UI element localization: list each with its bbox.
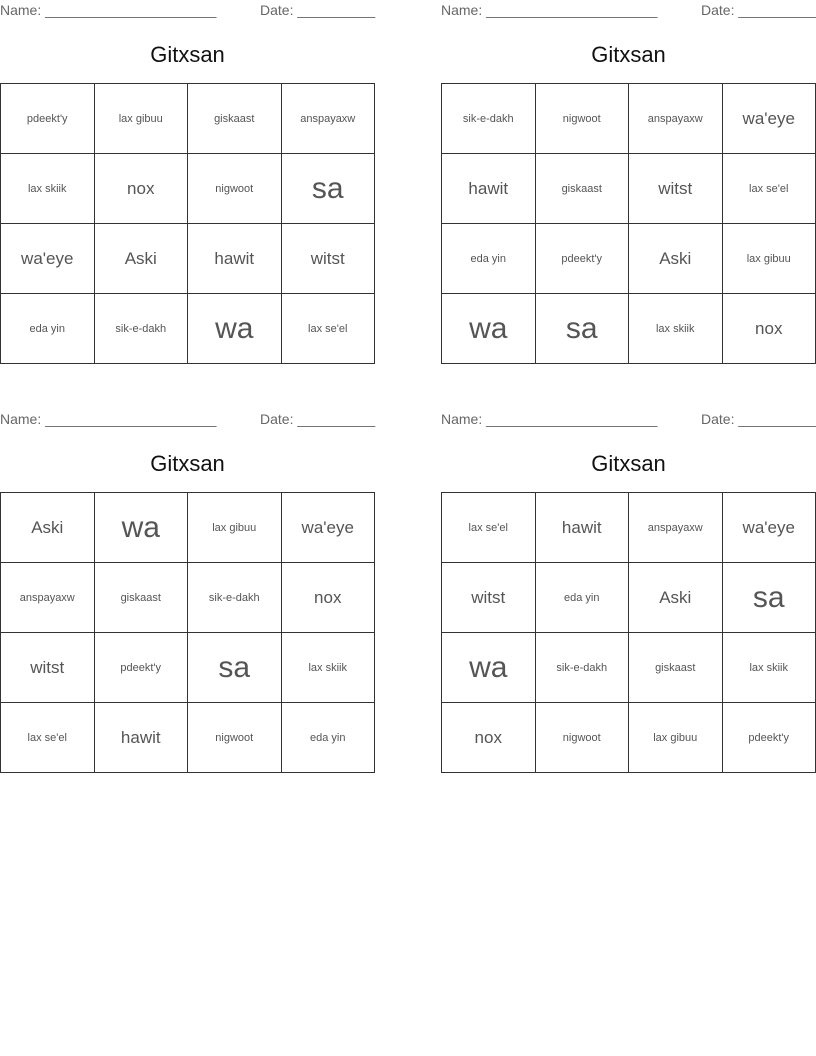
grid-cell: wa [442,633,536,703]
grid-cell: lax skiik [1,154,95,224]
grid-row [1,633,375,703]
grid-cell: lax skiik [281,633,375,703]
grid-cell: sa [281,154,375,224]
card-title: Gitxsan [150,42,225,67]
grid-row [442,154,816,224]
date-field-line: Date: __________ [701,411,816,427]
grid-cell: wa [442,294,536,364]
grid-cell: sik-e-dakh [188,563,282,633]
grid-row [1,703,375,773]
grid-cell: witst [629,154,723,224]
grid-cell: nox [722,294,816,364]
grid-row [442,84,816,154]
bingo-grid [0,492,375,773]
grid-cell: lax gibuu [94,84,188,154]
grid-cell: witst [1,633,95,703]
grid-row [1,493,375,563]
grid-cell: wa'eye [1,224,95,294]
grid-cell: giskaast [94,563,188,633]
name-field-line: Name: ______________________ [441,2,658,18]
name-field-line: Name: ______________________ [0,411,217,427]
grid-cell: anspayaxw [1,563,95,633]
grid-cell: Aski [94,224,188,294]
grid-row [442,633,816,703]
grid-cell: nigwoot [188,703,282,773]
name-field-line: Name: ______________________ [441,411,658,427]
date-field-line: Date: __________ [260,411,376,427]
grid-cell: anspayaxw [629,84,723,154]
grid-cell: eda yin [1,294,95,364]
grid-cell: pdeekt'y [535,224,629,294]
grid-cell: lax skiik [722,633,816,703]
card-header [441,2,816,20]
grid-row [1,563,375,633]
grid-row [442,294,816,364]
grid-cell: wa'eye [281,493,375,563]
grid-cell: Aski [629,224,723,294]
grid-cell: nigwoot [188,154,282,224]
grid-cell: sa [535,294,629,364]
grid-row [1,84,375,154]
grid-cell: sik-e-dakh [535,633,629,703]
grid-cell: eda yin [281,703,375,773]
date-field-line: Date: __________ [701,2,816,18]
bingo-grid [441,83,816,364]
grid-cell: lax se'el [442,493,536,563]
card-title: Gitxsan [591,42,666,67]
grid-cell: sik-e-dakh [442,84,536,154]
grid-cell: nox [442,703,536,773]
grid-row [442,224,816,294]
bingo-grid [0,83,375,364]
grid-row [1,294,375,364]
card-title: Gitxsan [591,451,666,476]
grid-cell: wa'eye [722,493,816,563]
grid-cell: nox [281,563,375,633]
grid-cell: lax se'el [1,703,95,773]
grid-row [442,563,816,633]
grid-cell: wa [94,493,188,563]
grid-cell: eda yin [442,224,536,294]
grid-row [442,703,816,773]
grid-cell: Aski [1,493,95,563]
grid-cell: eda yin [535,563,629,633]
grid-cell: nigwoot [535,84,629,154]
date-field-line: Date: __________ [260,2,376,18]
card-title: Gitxsan [150,451,225,476]
grid-cell: giskaast [535,154,629,224]
bingo-grid [441,492,816,773]
grid-cell: anspayaxw [281,84,375,154]
card-header [0,411,375,429]
grid-cell: lax gibuu [629,703,723,773]
grid-cell: hawit [94,703,188,773]
grid-cell: anspayaxw [629,493,723,563]
grid-row [442,493,816,563]
grid-cell: nigwoot [535,703,629,773]
grid-cell: lax se'el [722,154,816,224]
grid-cell: witst [442,563,536,633]
grid-cell: giskaast [188,84,282,154]
grid-cell: sa [722,563,816,633]
grid-cell: nox [94,154,188,224]
grid-cell: lax gibuu [722,224,816,294]
name-field-line: Name: ______________________ [0,2,217,18]
grid-cell: pdeekt'y [94,633,188,703]
grid-cell: sa [188,633,282,703]
grid-cell: pdeekt'y [722,703,816,773]
grid-cell: giskaast [629,633,723,703]
grid-row [1,224,375,294]
grid-cell: sik-e-dakh [94,294,188,364]
grid-cell: pdeekt'y [1,84,95,154]
grid-cell: hawit [442,154,536,224]
grid-cell: witst [281,224,375,294]
card-header [441,411,816,429]
card-header [0,2,375,20]
grid-cell: lax se'el [281,294,375,364]
grid-cell: wa'eye [722,84,816,154]
grid-cell: Aski [629,563,723,633]
grid-cell: lax gibuu [188,493,282,563]
grid-cell: lax skiik [629,294,723,364]
grid-cell: hawit [188,224,282,294]
grid-cell: hawit [535,493,629,563]
grid-row [1,154,375,224]
grid-cell: wa [188,294,282,364]
